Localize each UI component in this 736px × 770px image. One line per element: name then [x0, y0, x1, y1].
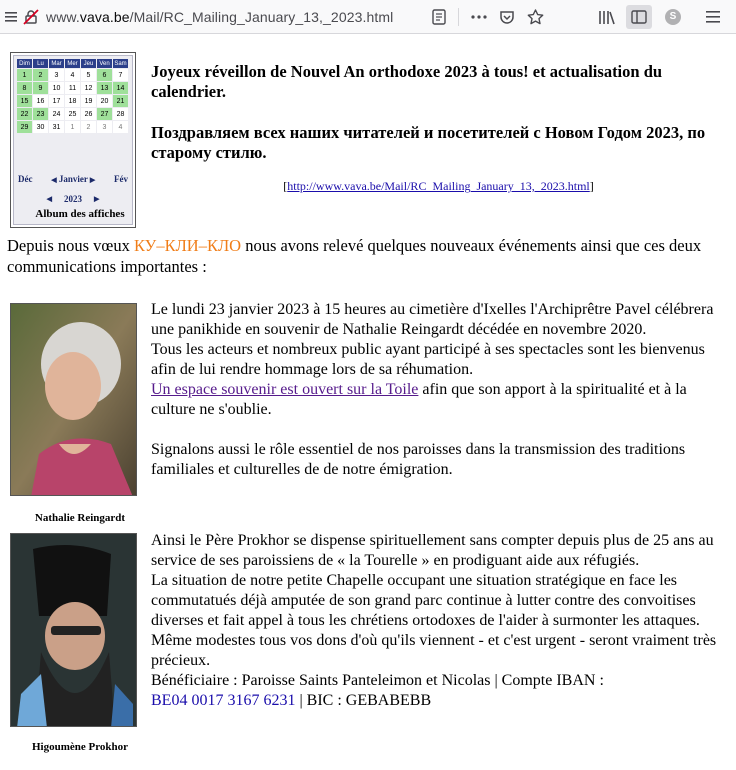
calendar-day-header: Dim — [17, 59, 32, 68]
calendar-day-cell[interactable]: 2 — [81, 121, 96, 133]
intro-text-start: Depuis nous vœux — [7, 236, 134, 255]
hamburger-menu-icon[interactable] — [704, 8, 722, 26]
calendar-day-cell[interactable]: 3 — [97, 121, 112, 133]
url-host: vava.be — [79, 9, 130, 25]
album-caption[interactable]: Album des affiches — [35, 208, 125, 220]
insecure-icon[interactable] — [22, 8, 40, 26]
calendar-day-header: Mar — [49, 59, 64, 68]
calendar-day-header: Lu — [33, 59, 48, 68]
calendar-day-cell[interactable]: 8 — [17, 82, 32, 94]
prokhor-photo[interactable] — [10, 533, 137, 727]
iban-line — [151, 691, 731, 711]
calendar-day-cell[interactable]: 4 — [65, 69, 80, 81]
calendar-day-cell[interactable]: 14 — [113, 82, 128, 94]
source-link[interactable]: http://www.vava.be/Mail/RC_Mailing_January_13,_2023.html — [287, 179, 590, 193]
url-bar[interactable] — [46, 9, 393, 25]
calendar-widget[interactable] — [10, 52, 136, 228]
prev-month-link[interactable]: Déc — [18, 174, 33, 184]
calendar-year-nav — [14, 194, 132, 204]
calendar-day-cell[interactable]: 17 — [49, 95, 64, 107]
bracket-close: ] — [589, 179, 594, 193]
calendar-day-cell[interactable]: 31 — [49, 121, 64, 133]
calendar-day-cell[interactable]: 4 — [113, 121, 128, 133]
intro-text-end: nous avons relevé quelques nouveaux événements ainsi que ces deux communications importantes : — [7, 236, 702, 276]
calendar-day-cell[interactable]: 6 — [97, 69, 112, 81]
calendar-day-cell[interactable]: 2 — [33, 69, 48, 81]
calendar-day-cell[interactable]: 1 — [65, 121, 80, 133]
calendar-day-cell[interactable]: 5 — [81, 69, 96, 81]
calendar-day-cell[interactable]: 23 — [33, 108, 48, 120]
calendar-day-cell[interactable]: 18 — [65, 95, 80, 107]
calendar-day-cell[interactable]: 21 — [113, 95, 128, 107]
calendar-day-cell[interactable]: 27 — [97, 108, 112, 120]
prev-year-icon[interactable]: ◀ — [46, 195, 52, 203]
calendar-day-cell[interactable]: 19 — [81, 95, 96, 107]
calendar-month-nav — [14, 174, 132, 184]
calendar-day-cell[interactable]: 1 — [17, 69, 32, 81]
calendar-day-header: Ven — [97, 59, 112, 68]
calendar-day-cell[interactable]: 20 — [97, 95, 112, 107]
sync-account-icon[interactable] — [664, 8, 682, 26]
more-icon[interactable] — [470, 8, 488, 26]
calendar-day-header: Sam — [114, 60, 127, 67]
calendar-day-cell[interactable]: 30 — [33, 121, 48, 133]
page-title-fr: Joyeux réveillon de Nouvel An orthodoxe 2023 à tous! et actualisation du calendrier. — [151, 62, 663, 101]
spacer — [151, 420, 731, 440]
current-year: 2023 — [64, 194, 82, 204]
memorial-space-link[interactable]: Un espace souvenir est ouvert sur la Toile — [151, 381, 419, 398]
item1-para3: Signalons aussi le rôle essentiel de nos paroisses dans la transmission des traditions familiales et culturelles de de notre émigration. — [151, 441, 686, 478]
calendar-day-cell[interactable]: 12 — [81, 82, 96, 94]
page-content — [0, 35, 736, 770]
item2-para2: La situation de notre petite Chapelle occupant une situation stratégique en face les commutatués déjà amputée de son grand parc continue à lutter contre des convoitises diverses et fait appel à tous les chrétiens ortodoxes de l'aider à surmonter les attaques. Même modestes tous vos dons d'où qu'ils viennent - et c'est urgent - seront vraiment très précieux. — [151, 572, 717, 669]
nathalie-caption: Nathalie Reingardt — [34, 512, 126, 524]
reader-view-icon[interactable] — [430, 8, 448, 26]
next-month-link[interactable]: Fév — [114, 174, 128, 184]
intro-paragraph — [7, 235, 727, 277]
url-path: /Mail/RC_Mailing_January_13,_2023.html — [129, 9, 394, 25]
calendar-day-cell[interactable]: 16 — [33, 95, 48, 107]
sidebar-icon[interactable] — [626, 5, 652, 29]
next-arrow-icon[interactable]: ▶ — [89, 176, 96, 184]
account-avatar: S — [665, 9, 681, 25]
calendar-day-cell[interactable]: 13 — [97, 82, 112, 94]
current-month: Janvier — [58, 174, 88, 184]
nathalie-photo[interactable] — [10, 303, 137, 496]
calendar-day-header: Jeu — [81, 59, 96, 68]
pocket-icon[interactable] — [498, 8, 516, 26]
calendar-day-header: Mer — [65, 59, 80, 68]
bracket-open: [ — [283, 179, 288, 193]
item2-para1: Ainsi le Père Prokhor se dispense spirituellement sans compter depuis plus de 25 ans au service de ses paroissiens de « la Tourelle » en prodiguant aide aux réfugiés. — [151, 532, 714, 569]
calendar-day-cell[interactable]: 7 — [113, 69, 128, 81]
prokhor-caption: Higoumène Prokhor — [31, 741, 129, 753]
browser-toolbar — [0, 0, 736, 34]
item1-para2: Tous les acteurs et nombreux public ayant participé à ses spectacles sont les bienvenus afin de lui rendre hommage lors de sa réhumation. — [151, 341, 705, 378]
prev-arrow-icon[interactable]: ◀ — [51, 176, 57, 184]
iban-number[interactable]: BE04 0017 3167 6231 — [151, 692, 296, 709]
item1-after-link: afin que son apport à la spiritualité et à la culture ne s'oublie. — [151, 381, 687, 418]
calendar-grid — [16, 58, 129, 134]
bic-text: | BIC : GEBABEBB — [295, 692, 432, 709]
source-line — [151, 179, 726, 194]
calendar-day-cell[interactable]: 9 — [33, 82, 48, 94]
menu-icon[interactable] — [2, 8, 20, 26]
calendar-day-cell[interactable]: 10 — [49, 82, 64, 94]
toolbar-divider — [458, 8, 459, 26]
bookmark-star-icon[interactable] — [526, 8, 544, 26]
calendar-day-cell[interactable]: 25 — [65, 108, 80, 120]
calendar-day-cell[interactable]: 11 — [65, 82, 80, 94]
library-icon[interactable] — [598, 8, 616, 26]
calendar-day-cell[interactable]: 22 — [17, 108, 32, 120]
item1-para1: Le lundi 23 janvier 2023 à 15 heures au cimetière d'Ixelles l'Archiprêtre Pavel célébrera une panikhide en souvenir de Nathalie Reingardt décédée en novembre 2020. — [151, 301, 714, 338]
bank-line: Bénéficiaire : Paroisse Saints Panteleimon et Nicolas | Compte IBAN : — [151, 672, 604, 689]
calendar-day-cell[interactable]: 28 — [113, 108, 128, 120]
item2-text — [151, 531, 731, 711]
page-title-ru: Поздравляем всех наших читателей и посетителей с Новом Годом 2023, по старому стилю. — [151, 123, 706, 162]
kukliklo-link[interactable]: КУ–КЛИ–КЛО — [133, 236, 242, 255]
url-prefix: www. — [46, 9, 80, 25]
calendar-day-cell[interactable]: 3 — [49, 69, 64, 81]
calendar-day-cell[interactable]: 29 — [17, 121, 32, 133]
calendar-day-cell[interactable]: 24 — [49, 108, 64, 120]
item1-link-line — [151, 380, 731, 420]
calendar-day-cell[interactable]: 15 — [17, 95, 32, 107]
calendar-day-cell[interactable]: 26 — [81, 108, 96, 120]
next-year-icon[interactable]: ▶ — [94, 195, 100, 203]
item1-text — [151, 300, 731, 480]
